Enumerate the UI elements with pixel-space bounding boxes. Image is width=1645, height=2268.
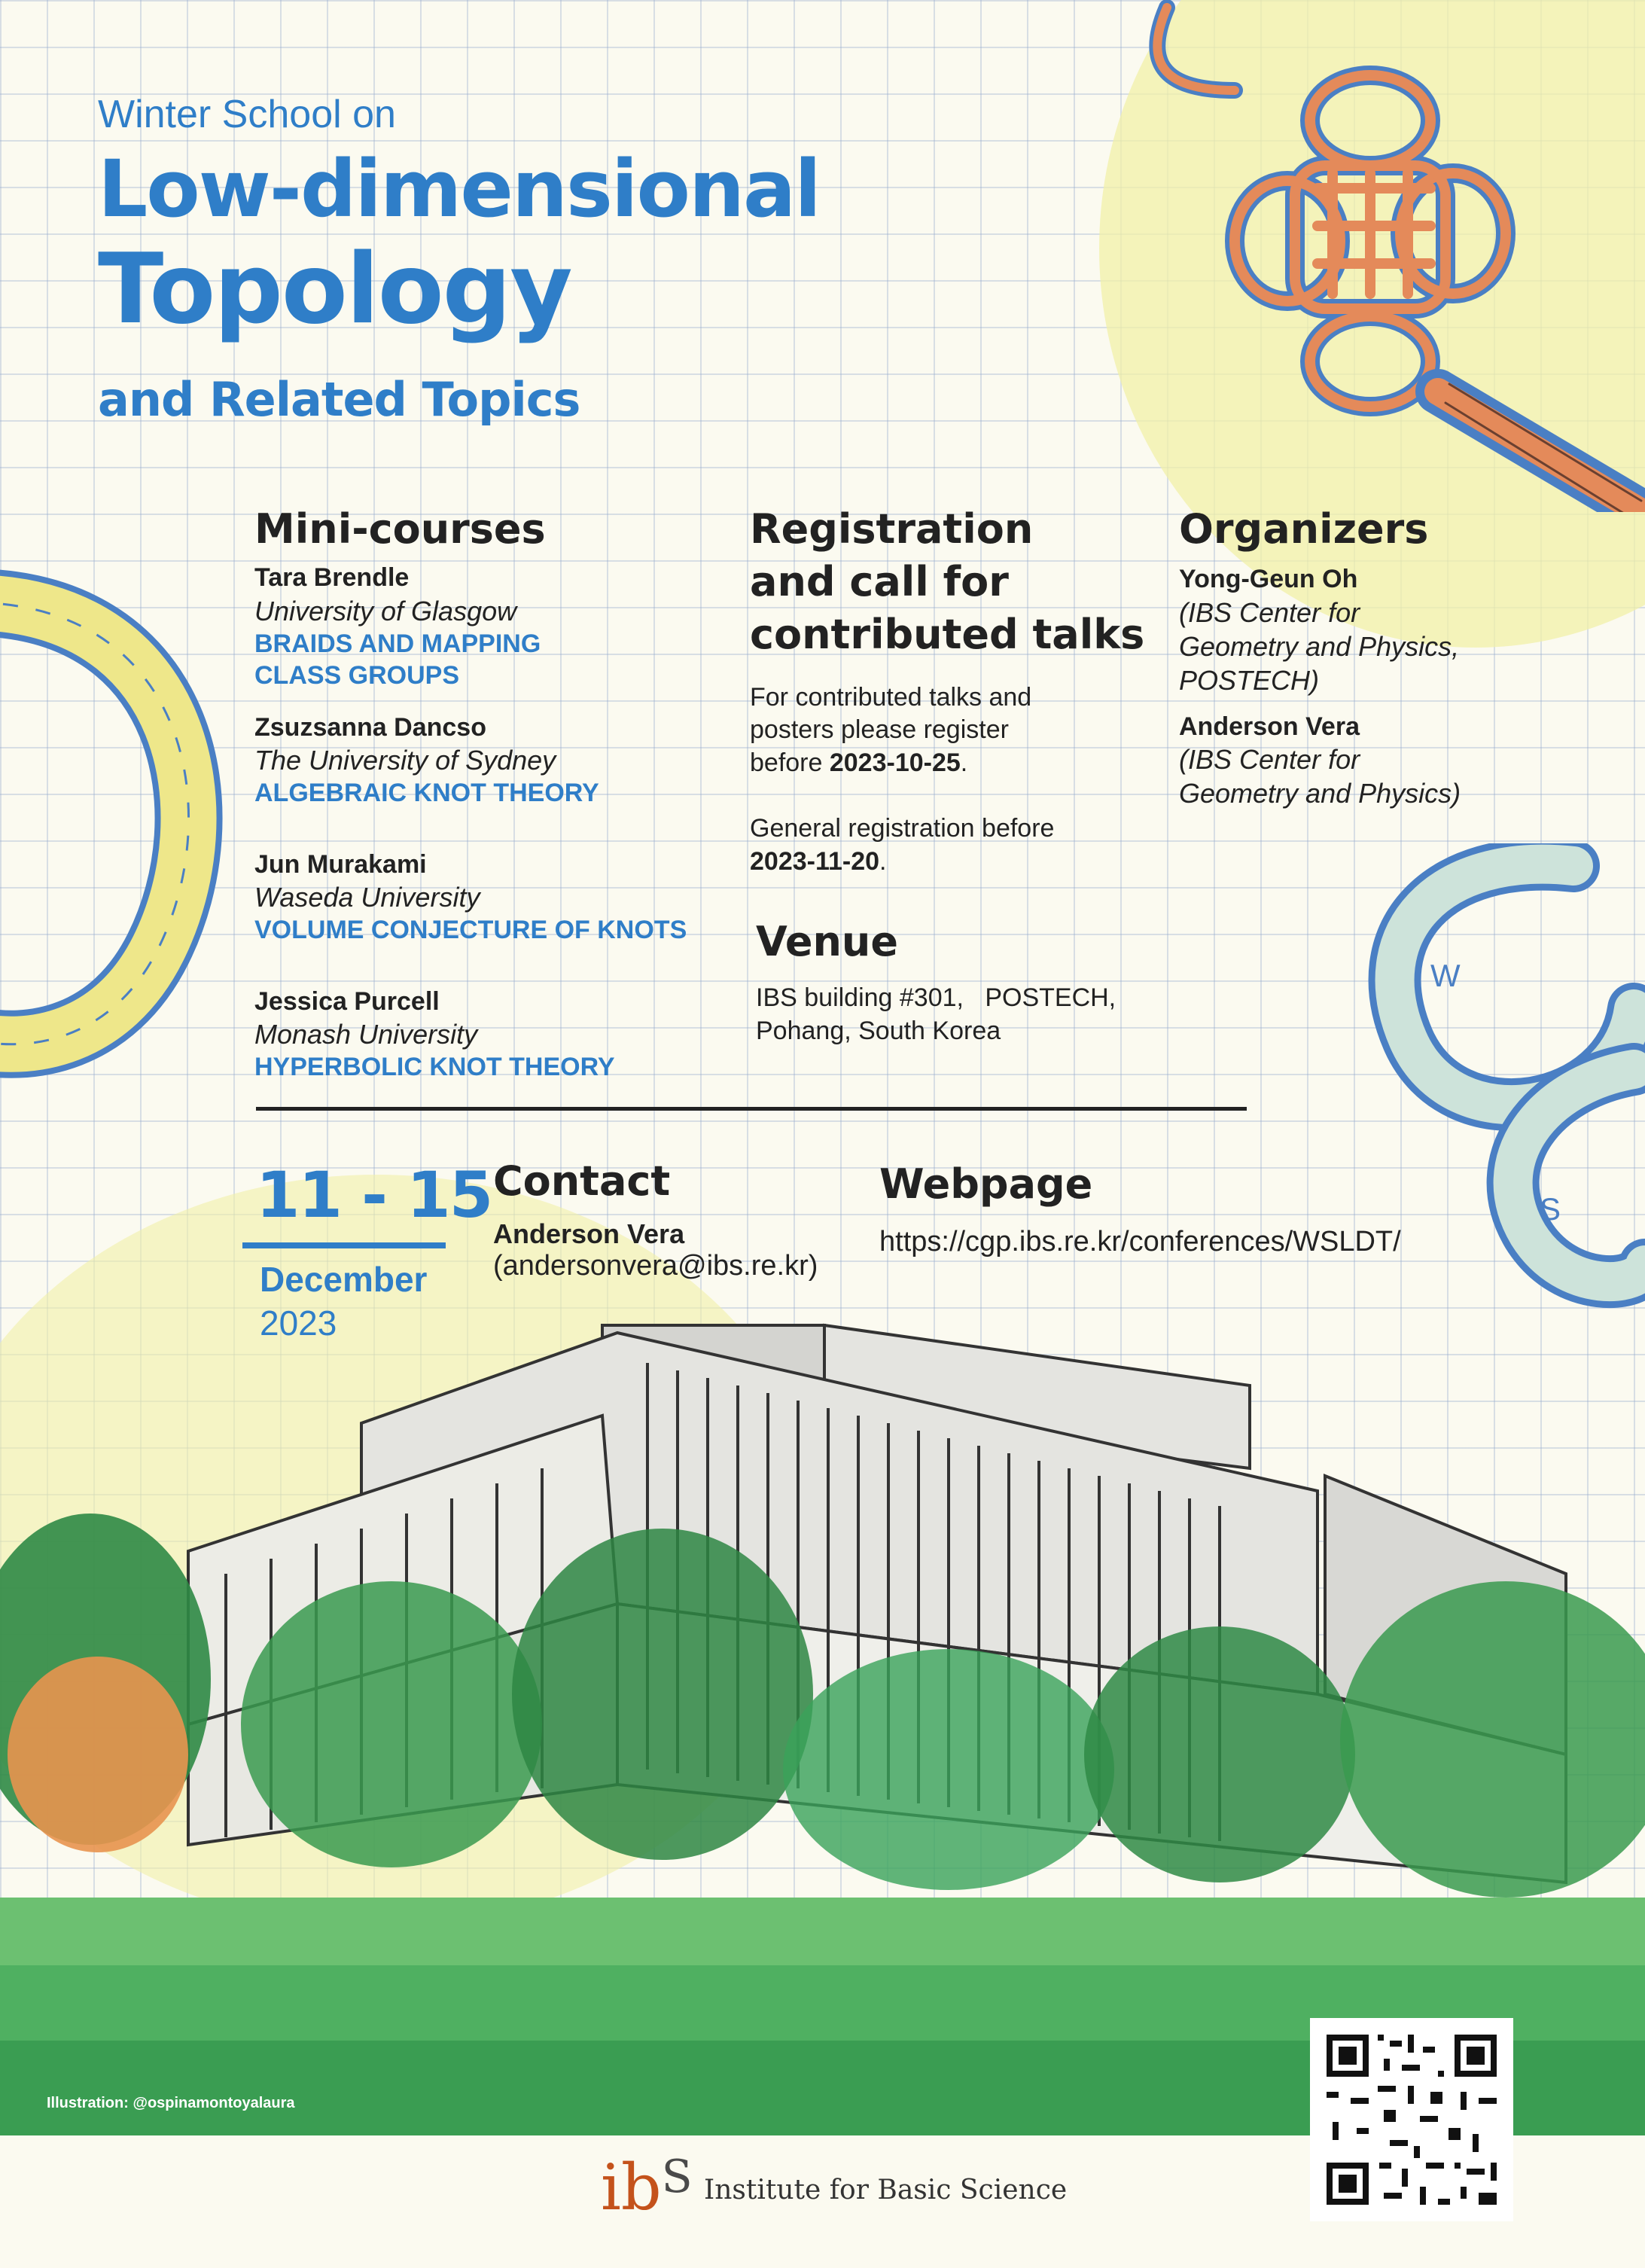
speaker-name: Zsuzsanna Dancso (254, 712, 486, 742)
date-underline (242, 1242, 446, 1248)
organizer-item (1179, 711, 1555, 811)
registration-deadline-line: 2023-11-20. (750, 846, 887, 876)
organizer-affiliation: Geometry and Physics) (1179, 778, 1461, 809)
speaker-item (254, 986, 721, 1084)
logo-letter: S (661, 2151, 693, 2203)
organizer-name: Yong-Geun Oh (1179, 565, 1358, 594)
logo-letter: i (601, 2151, 621, 2224)
organizer-affiliation: Geometry and Physics, (1179, 630, 1460, 662)
speaker-item (254, 712, 721, 809)
speaker-affiliation: Monash University (254, 1019, 478, 1050)
speaker-affiliation: Waseda University (254, 882, 480, 913)
speaker-topic: HYPERBOLIC KNOT THEORY (254, 1053, 615, 1082)
registration-heading-line-3: contributed talks (750, 611, 1145, 659)
illustration-credit: Illustration: @ospinamontoyalaura (47, 2095, 295, 2111)
section-divider (256, 1107, 1247, 1111)
registration-heading-line-2: and call for (750, 558, 1009, 606)
event-year: 2023 (260, 1303, 337, 1343)
svg-text:W: W (1430, 958, 1461, 993)
organizers-heading: Organizers (1179, 505, 1429, 553)
qr-code[interactable] (1310, 2018, 1513, 2221)
speaker-item (254, 562, 721, 692)
minicourses-section (254, 503, 721, 1084)
registration-text: For contributed talks and (750, 682, 1032, 712)
institute-name: Institute for Basic Science (704, 2175, 1068, 2206)
speaker-topic: CLASS GROUPS (254, 661, 460, 690)
title-prefix: Winter School on (98, 93, 396, 136)
webpage-heading: Webpage (879, 1160, 1093, 1208)
contact-section (493, 1155, 885, 1282)
speaker-name: Tara Brendle (254, 563, 410, 593)
speaker-topic: VOLUME CONJECTURE OF KNOTS (254, 916, 687, 945)
registration-text: before (750, 748, 830, 777)
speaker-affiliation: The University of Sydney (254, 745, 556, 776)
event-dates: 11 - 15 (256, 1158, 492, 1232)
venue-line-2: Pohang, South Korea (756, 1016, 1001, 1045)
organizers-section (1179, 503, 1555, 810)
svg-text:S: S (1540, 1191, 1561, 1227)
registration-text: posters please register (750, 715, 1009, 745)
logo-letter: b (620, 2151, 662, 2224)
qr-pattern (1310, 2018, 1513, 2221)
venue-section (756, 916, 1177, 1047)
venue-line-1: IBS building #301, POSTECH, (756, 983, 1116, 1013)
organizer-name: Anderson Vera (1179, 712, 1360, 741)
title-line-2: Topology (98, 233, 571, 346)
organizer-item (1179, 563, 1555, 697)
contributed-deadline: 2023-10-25 (829, 748, 961, 777)
webpage-link[interactable]: https://cgp.ibs.re.kr/conferences/WSLDT/ (879, 1226, 1401, 1258)
registration-text: General registration before (750, 814, 1055, 843)
organizer-affiliation: (IBS Center for (1179, 596, 1360, 628)
title-line-1: Low-dimensional (98, 143, 820, 235)
speaker-topic: BRAIDS AND MAPPING (254, 629, 541, 658)
ring-illustration (0, 557, 226, 1084)
speaker-name: Jessica Purcell (254, 986, 440, 1016)
contact-name: Anderson Vera (493, 1218, 685, 1250)
venue-heading: Venue (756, 918, 898, 965)
speaker-affiliation: University of Glasgow (254, 595, 517, 626)
organizer-affiliation: (IBS Center for (1179, 744, 1360, 776)
knot-illustration (1114, 0, 1645, 512)
registration-text-block (750, 681, 1171, 879)
registration-heading-line-1: Registration (750, 505, 1034, 553)
speaker-item (254, 849, 721, 947)
registration-section (750, 503, 1171, 878)
ibs-logo (601, 2151, 693, 2224)
organizer-affiliation: POSTECH) (1179, 664, 1320, 696)
building-illustration (0, 1303, 1645, 2138)
speaker-name: Jun Murakami (254, 849, 427, 879)
title-line-3: and Related Topics (98, 372, 580, 427)
contact-heading: Contact (493, 1157, 671, 1205)
registration-deadline-line: before 2023-10-25. (750, 748, 968, 777)
speaker-topic: ALGEBRAIC KNOT THEORY (254, 779, 599, 808)
contact-email[interactable]: (andersonvera@ibs.re.kr) (493, 1250, 818, 1282)
event-month: December (260, 1260, 428, 1299)
webpage-section (879, 1158, 1527, 1258)
minicourses-heading: Mini-courses (254, 505, 546, 553)
general-deadline: 2023-11-20 (750, 846, 880, 876)
